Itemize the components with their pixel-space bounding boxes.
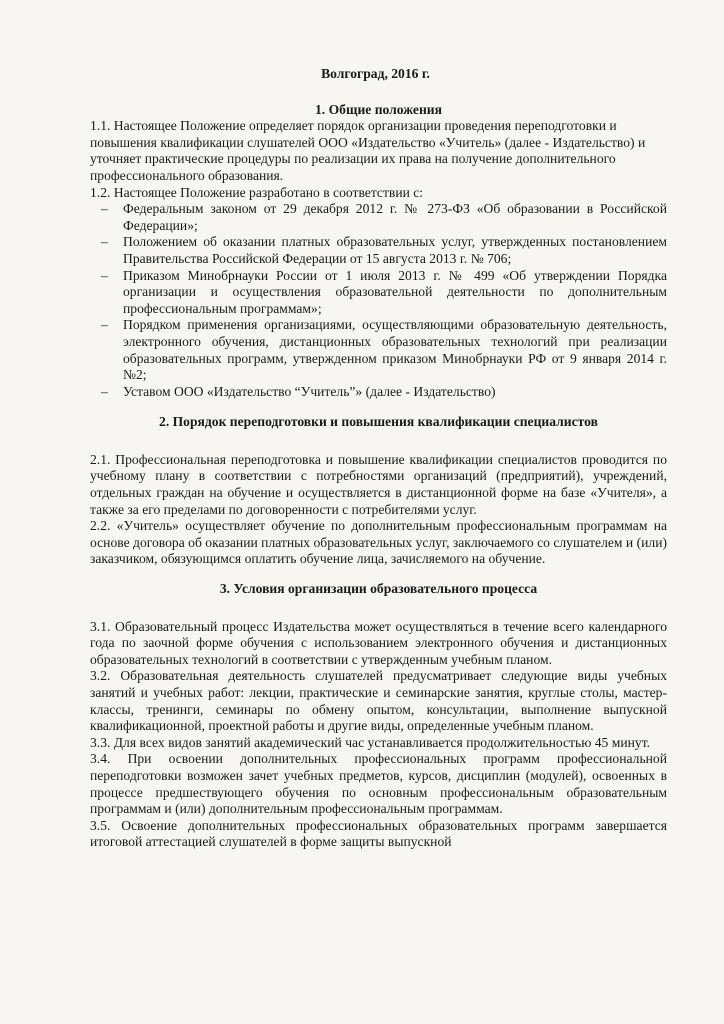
paragraph-1-1: 1.1. Настоящее Положение определяет порядок организации проведения переподготовки и повышения квалификации слушателей ООО «Издательство «Учитель» (далее - Издательство) и уточняет практические процедуры по реализации их права на получение дополнительного профессионального образования. bbox=[90, 118, 646, 183]
section-1-title: 1. Общие положения bbox=[315, 101, 442, 117]
legal-basis-list bbox=[90, 201, 667, 400]
list-item: – Положением об оказании платных образовательных услуг, утвержденных постановлением Правительства Российской Федерации от 15 августа 2013 г. № 706; bbox=[90, 234, 667, 267]
section-2-title: 2. Порядок переподготовки и повышения квалификации специалистов bbox=[159, 414, 598, 430]
paragraph-3-1: 3.1. Образовательный процесс Издательства может осуществляться в течение всего календарного года по заочной форме обучения с использованием электронного обучения и дистанционных образовательных технологий в соответствии с утвержденным учебным планом. bbox=[90, 618, 667, 667]
list-item: – Уставом ООО «Издательство “Учитель”» (далее - Издательство) bbox=[90, 384, 667, 401]
paragraph-3-3: 3.3. Для всех видов занятий академический час устанавливается продолжительностью 45 минут. bbox=[90, 734, 651, 750]
section-3-title: 3. Условия организации образовательного процесса bbox=[219, 581, 538, 597]
list-item: – Приказом Минобрнауки России от 1 июля 2013 г. № 499 «Об утверждении Порядка организации и осуществления образовательной деятельности по дополнительным профессиональным программам»; bbox=[90, 268, 667, 318]
paragraph-2-1: 2.1. Профессиональная переподготовка и повышение квалификации специалистов проводится по учебному плану в соответствии с потребностями организаций (предприятий), учреждений, отдельных граждан на обучение и осуществляется в дистанционной форме на базе «Учителя», а также за его пределами по договоренности с потребителями услуг. bbox=[90, 451, 667, 517]
list-item: – Порядком применения организациями, осуществляющими образовательную деятельность, электронного обучения, дистанционных образовательных технологий при реализации образовательных программ, утвержденном приказом Минобрнауки РФ от 9 января 2014 г. №2; bbox=[90, 317, 667, 383]
paragraph-3-5: 3.5. Освоение дополнительных профессиональных образовательных программ завершается итоговой аттестацией слушателей в форме защиты выпускной bbox=[90, 817, 667, 850]
document-body bbox=[90, 66, 667, 851]
list-item: – Федеральным законом от 29 декабря 2012 г. № 273-ФЗ «Об образовании в Российской Федерации»; bbox=[90, 201, 667, 234]
paragraph-3-4: 3.4. При освоении дополнительных профессиональных программ профессиональной переподготовки возможен зачет учебных предметов, курсов, дисциплин (модулей), освоенных в процессе предшествующего обучения по основным профессиональным образовательным программам и (или) дополнительным профессиональным программам. bbox=[90, 751, 667, 817]
paragraph-2-2: 2.2. «Учитель» осуществляет обучение по дополнительным профессиональным программам на основе договора об оказании платных образовательных услуг, заключаемого со слушателем и (или) заказчиком, обязующимся оплатить обучение лица, зачисляемого на обучение. bbox=[90, 518, 667, 567]
city-year: Волгоград, 2016 г. bbox=[321, 66, 430, 81]
paragraph-1-2: 1.2. Настоящее Положение разработано в соответствии с: bbox=[90, 184, 424, 200]
paragraph-3-2: 3.2. Образовательная деятельность слушателей предусматривает следующие виды учебных занятий и учебных работ: лекции, практические и семинарские занятия, круглые столы, мастер-классы, тренинги, семинары по обмену опытом, консультации, выполнение выпускной квалификационной, проектной работы и другие виды, определенные учебным планом. bbox=[90, 668, 667, 734]
